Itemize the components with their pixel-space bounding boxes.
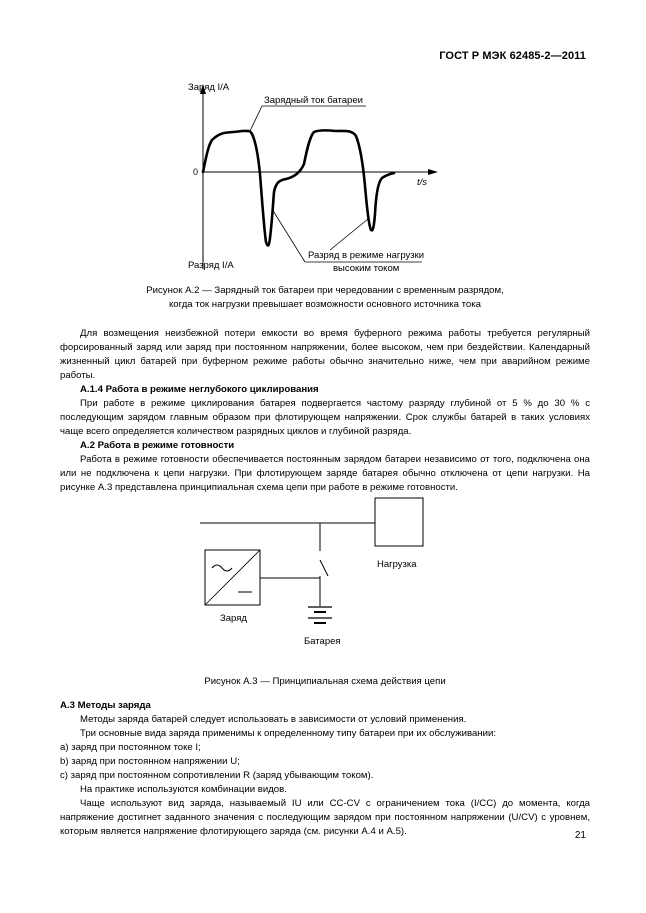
discharge-callout-line1: Разряд в режиме нагрузки [308,250,425,261]
combinations-note: На практике используются комбинации видов. [80,784,287,795]
charger-diagonal [205,550,260,605]
x-axis-arrow [428,169,438,175]
section-a3 [60,699,590,839]
figure-a2-chart [170,74,470,279]
discharge-callout-line2: высоким током [333,263,400,274]
battery-label: Батарея [304,636,341,647]
document-header: ГОСТ Р МЭК 62485-2—2011 [439,50,586,62]
charge-types-intro: Три основные вида заряда применимы к определенному типу батареи при их обслуживании: [80,728,496,739]
paragraph-standby-mode: Работа в режиме готовности обеспечивается постоянным зарядом батареи независимо от того, подключена она или не подключена к цепи нагрузки. При флотирующем заряде батарея обычно отключена от цепи нагрузки. На рисунке А.3 представлена принципиальная схема цепи при работе в режиме готовности. [60,454,590,493]
ac-symbol-icon [212,565,232,571]
charge-callout-leader [250,106,262,131]
discharge-leader-1 [272,209,305,262]
charge-methods-intro: Методы заряда батарей следует использовать в зависимости от условий применения. [80,714,467,725]
x-axis-label: t/s [417,177,428,188]
charge-callout: Зарядный ток батареи [264,95,363,106]
load-box [375,498,423,546]
figure-a2-caption [60,284,590,312]
heading-a2: А.2 Работа в режиме готовности [80,440,235,451]
figure-a3-circuit [190,488,460,658]
paragraph-buffer-mode: Для возмещения неизбежной потери емкости во время буферного режима работы требуется регулярный форсированный заряд или заряд при постоянном напряжении, более высоком, чем при бездействии. Календарный жизненный цикл батарей при буферном режиме работы обычно значительно ниже, чем при аварийном режиме работы. [60,328,590,381]
charge-type-b: b) заряд при постоянном напряжении U; [60,756,240,767]
current-curve [203,130,394,245]
switch-blade [320,560,328,576]
heading-a14: А.1.4 Работа в режиме неглубокого циклирования [80,384,319,395]
iu-charge-paragraph: Чаще используют вид заряда, называемый IU или CC-CV с ограничением тока (I/CC) до момента, когда напряжение достигнет заданного значения с последующим зарядом при постоянном напряжении (U/CV) с уровнем, которым является напряжение флотирующего заряда (см. рисунки А.4 и А.5). [60,798,590,837]
figure-a2-caption-line2: когда ток нагрузки превышает возможности основного источника тока [168,299,482,310]
page-number: 21 [574,830,586,841]
charger-label: Заряд [220,613,247,624]
y-bottom-label: Разряд I/A [188,260,234,271]
zero-label: 0 [193,167,199,177]
charge-type-c: c) заряд при постоянном сопротивлении R (заряд убывающим током). [60,770,374,781]
charge-type-a: a) заряд при постоянном токе I; [60,742,201,753]
heading-a3: А.3 Методы заряда [60,700,151,711]
figure-a3-caption: Рисунок А.3 — Принципиальная схема действия цепи [204,676,446,687]
discharge-leader-2 [330,219,368,250]
body-text [60,327,590,495]
y-top-label: Заряд I/A [188,82,230,93]
figure-a2-caption-line1: Рисунок А.2 — Зарядный ток батареи при чередовании с временным разрядом, [146,285,504,296]
load-label: Нагрузка [377,559,417,570]
paragraph-shallow-cycling: При работе в режиме циклирования батарея подвергается частому разряду глубиной от 5 % до 30 % с последующим зарядом главным образом при флотирующем напряжении. Срок службы батарей в таких условиях чаще всего определяется количеством разрядных циклов и глубиной разряда. [60,398,590,437]
